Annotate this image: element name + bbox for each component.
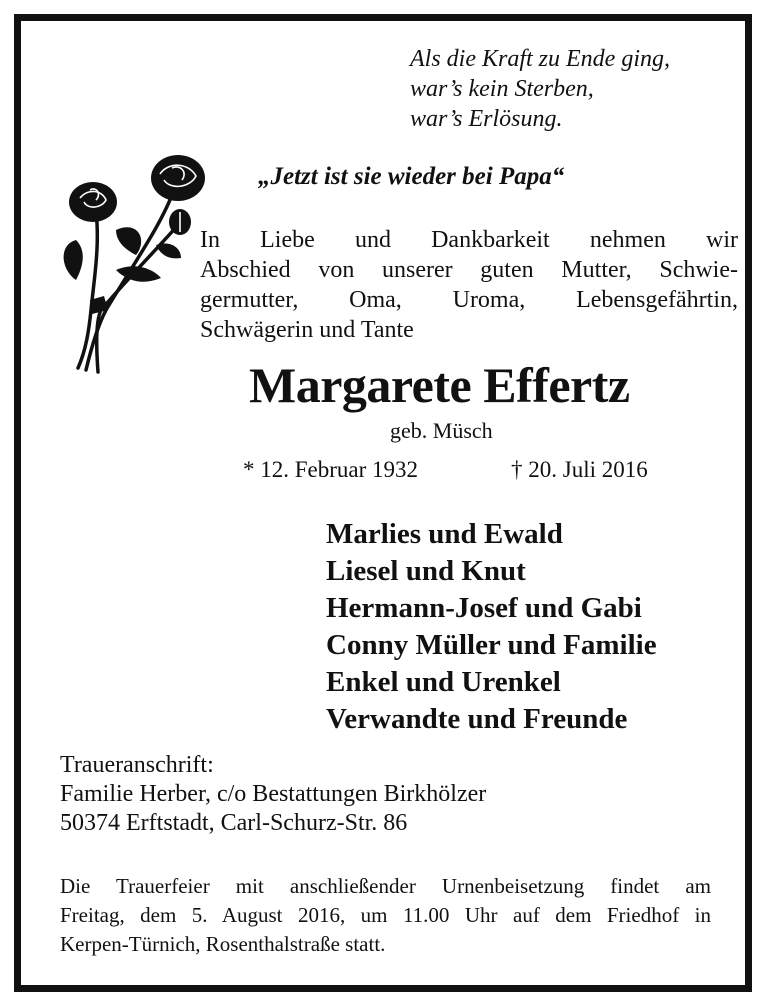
verse-line: Als die Kraft zu Ende ging, xyxy=(410,46,670,72)
verse-line: war’s Erlösung. xyxy=(410,106,563,132)
mourner-entry: Liesel und Knut xyxy=(326,555,526,587)
intro-line: Abschied von unserer guten Mutter, Schwie- xyxy=(200,257,738,283)
intro-line: Schwägerin und Tante xyxy=(200,317,414,343)
intro-line: germutter, Oma, Uroma, Lebensgefährtin, xyxy=(200,287,738,313)
address-line: Traueranschrift: xyxy=(60,752,214,778)
intro-text xyxy=(200,225,738,345)
deceased-name: Margarete Effertz xyxy=(249,357,630,413)
mourners-list xyxy=(326,516,657,738)
mourner-entry: Hermann-Josef und Gabi xyxy=(326,592,642,624)
intro-line: In Liebe und Dankbarkeit nehmen wir xyxy=(200,227,738,253)
mourner-entry: Conny Müller und Familie xyxy=(326,629,657,661)
quote: „Jetzt ist sie wieder bei Papa“ xyxy=(258,163,565,190)
roses-illustration xyxy=(56,150,206,375)
birth-name: geb. Müsch xyxy=(390,418,493,443)
birth-date: * 12. Februar 1932 xyxy=(243,457,419,482)
verse xyxy=(410,44,670,134)
mourner-entry: Marlies und Ewald xyxy=(326,518,563,550)
mourning-address xyxy=(60,751,486,838)
verse-line: war’s kein Sterben, xyxy=(410,76,594,102)
mourner-entry: Verwandte und Freunde xyxy=(326,703,628,735)
address-line: Familie Herber, c/o Bestattungen Birkhölzer xyxy=(60,781,487,807)
death-date: † 20. Juli 2016 xyxy=(511,457,648,482)
notice-line: Die Trauerfeier mit anschließender Urnenbeisetzung findet am xyxy=(60,874,711,898)
notice-line: Kerpen-Türnich, Rosenthalstraße statt. xyxy=(60,932,386,956)
address-line: 50374 Erftstadt, Carl-Schurz-Str. 86 xyxy=(60,810,408,836)
mourner-entry: Enkel und Urenkel xyxy=(326,666,561,698)
notice-line: Freitag, dem 5. August 2016, um 11.00 Uhr auf dem Friedhof in xyxy=(60,903,711,927)
funeral-notice xyxy=(60,872,711,959)
